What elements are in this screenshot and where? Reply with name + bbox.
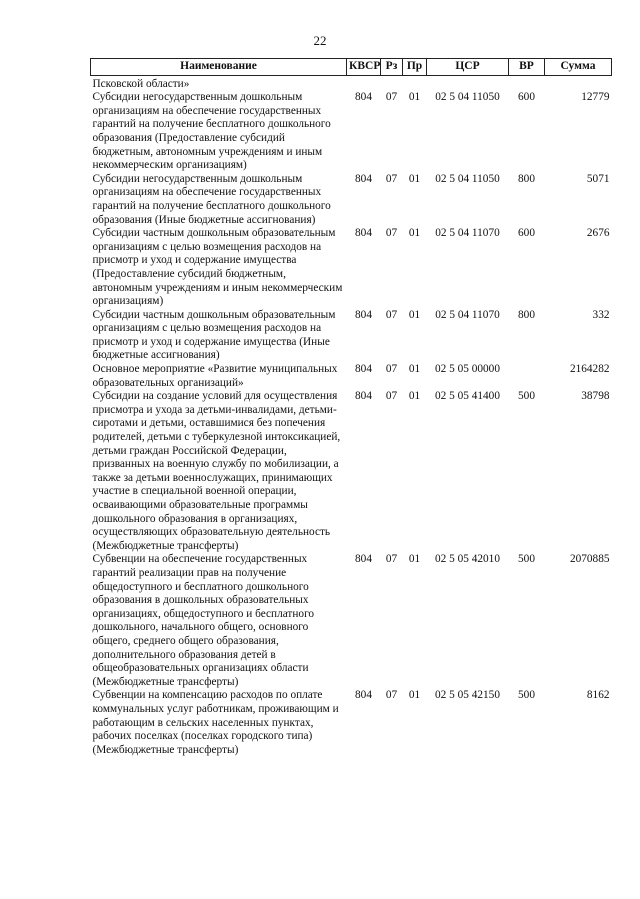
- row-vr: 800: [518, 172, 535, 185]
- row-csr: 02 5 05 00000: [435, 363, 500, 376]
- row-kvsr: 804: [355, 390, 372, 403]
- row-rz: 07: [385, 390, 398, 403]
- table-row: [91, 227, 612, 309]
- header-sum: Сумма: [545, 59, 612, 76]
- row-rz: 07: [385, 227, 398, 240]
- row-pr: 01: [408, 553, 421, 566]
- row-vr: 800: [518, 308, 535, 321]
- table-row: [91, 91, 612, 173]
- row-pr: 01: [408, 91, 421, 104]
- table-row: [91, 75, 612, 91]
- row-vr: 600: [518, 227, 535, 240]
- row-vr: 500: [518, 553, 535, 566]
- row-pr: [403, 75, 427, 91]
- budget-table: [90, 58, 612, 757]
- row-vr: 600: [518, 91, 535, 104]
- row-kvsr: 804: [355, 91, 372, 104]
- row-sum: 38798: [581, 390, 610, 403]
- row-pr: 01: [408, 390, 421, 403]
- row-rz: 07: [385, 553, 398, 566]
- row-pr: 01: [408, 227, 421, 240]
- row-csr: 02 5 05 42010: [435, 553, 500, 566]
- row-sum: 2070885: [569, 553, 610, 566]
- row-sum: 2164282: [569, 363, 610, 376]
- row-pr: 01: [408, 689, 421, 702]
- row-sum: 2676: [586, 227, 610, 240]
- row-name: Субсидии негосударственным дошкольным организациям на обеспечение государственных гарантий на получение бесплатного дошкольного образования (Иные бюджетные ассигнования): [92, 172, 331, 226]
- row-rz: 07: [385, 172, 398, 185]
- row-rz: 07: [385, 363, 398, 376]
- row-name: Субсидии на создание условий для осуществления присмотра и ухода за детьми-инвалидами, детьми-сиротами и детьми, оставшимися без попечения родителей, детьми с туберкулезной интоксикацией, детьми граждан Российской Федерации, призванных на военную службу по мобилизации, а также за детьми военнослужащих, принимающих участие в специальной военной операции, осваивающими образовательные программы дошкольного образования в организациях, осуществляющих образовательную деятельность (Межбюджетные трансферты): [92, 390, 341, 552]
- row-csr: 02 5 05 42150: [435, 689, 500, 702]
- row-pr: 01: [408, 363, 421, 376]
- row-name: Субвенции на обеспечение государственных гарантий реализации прав на получение общедоступного и бесплатного дошкольного образования в дошкольных образовательных организациях, общедоступного и бесплатного дошкольного, начального общего, основного общего, среднего общего образования, дополнительного образования детей в общеобразовательных организациях области (Межбюджетные трансферты): [92, 553, 315, 688]
- row-sum: 12779: [581, 91, 610, 104]
- row-name: Псковской области»: [92, 77, 190, 90]
- row-vr: 500: [518, 390, 535, 403]
- row-kvsr: 804: [355, 689, 372, 702]
- row-csr: 02 5 05 41400: [435, 390, 500, 403]
- table-row: [91, 689, 612, 757]
- table-row: [91, 553, 612, 689]
- row-name: Субвенции на компенсацию расходов по оплате коммунальных услуг работникам, проживающим и работающим в сельских населенных пунктах, рабочих поселках (поселках городского типа) (Межбюджетные трансферты): [92, 689, 339, 756]
- row-vr: 500: [518, 689, 535, 702]
- row-csr: 02 5 04 11050: [435, 172, 500, 185]
- table-row: [91, 173, 612, 227]
- table-row: [91, 390, 612, 553]
- row-csr: [427, 75, 509, 91]
- row-rz: 07: [385, 689, 398, 702]
- row-csr: 02 5 04 11070: [435, 227, 500, 240]
- row-name: Субсидии частным дошкольным образовательным организациям с целью возмещения расходов на присмотр и уход и содержание имущества (Предоставление субсидий бюджетным, автономным учреждениям и иным некоммерческим организациям): [92, 227, 343, 308]
- row-sum: 8162: [586, 689, 610, 702]
- row-kvsr: 804: [355, 227, 372, 240]
- row-csr: 02 5 04 11050: [435, 91, 500, 104]
- row-kvsr: 804: [355, 363, 372, 376]
- row-name: Субсидии негосударственным дошкольным организациям на обеспечение государственных гарантий на получение бесплатного дошкольного образования (Предоставление субсидий бюджетным, автономным учреждениям и иным некоммерческим организациям): [92, 91, 331, 172]
- row-rz: 07: [385, 308, 398, 321]
- header-csr: ЦСР: [427, 59, 509, 76]
- row-sum: [545, 75, 612, 91]
- row-sum: 5071: [586, 172, 610, 185]
- row-name: Субсидии частным дошкольным образовательным организациям с целью возмещения расходов на присмотр и уход и содержание имущества (Иные бюджетные ассигнования): [92, 308, 336, 362]
- row-kvsr: 804: [355, 172, 372, 185]
- page-number: 22: [313, 33, 327, 48]
- row-kvsr: 804: [355, 308, 372, 321]
- header-pr: Пр: [403, 59, 427, 76]
- row-kvsr: [347, 75, 381, 91]
- row-pr: 01: [408, 308, 421, 321]
- table-row: [91, 309, 612, 363]
- row-pr: 01: [408, 172, 421, 185]
- header-vr: ВР: [509, 59, 545, 76]
- row-rz: [381, 75, 403, 91]
- row-vr: [509, 75, 545, 91]
- header-name: Наименование: [91, 59, 347, 76]
- row-name: Основное мероприятие «Развитие муниципальных образовательных организаций»: [92, 363, 338, 389]
- header-rz: Рз: [381, 59, 403, 76]
- header-kvsr: КВСР: [347, 59, 381, 76]
- row-rz: 07: [385, 91, 398, 104]
- row-kvsr: 804: [355, 553, 372, 566]
- table-row: [91, 363, 612, 390]
- row-sum: 332: [592, 308, 610, 321]
- row-csr: 02 5 04 11070: [435, 308, 500, 321]
- row-vr: [509, 363, 545, 390]
- table-header-row: [91, 59, 612, 76]
